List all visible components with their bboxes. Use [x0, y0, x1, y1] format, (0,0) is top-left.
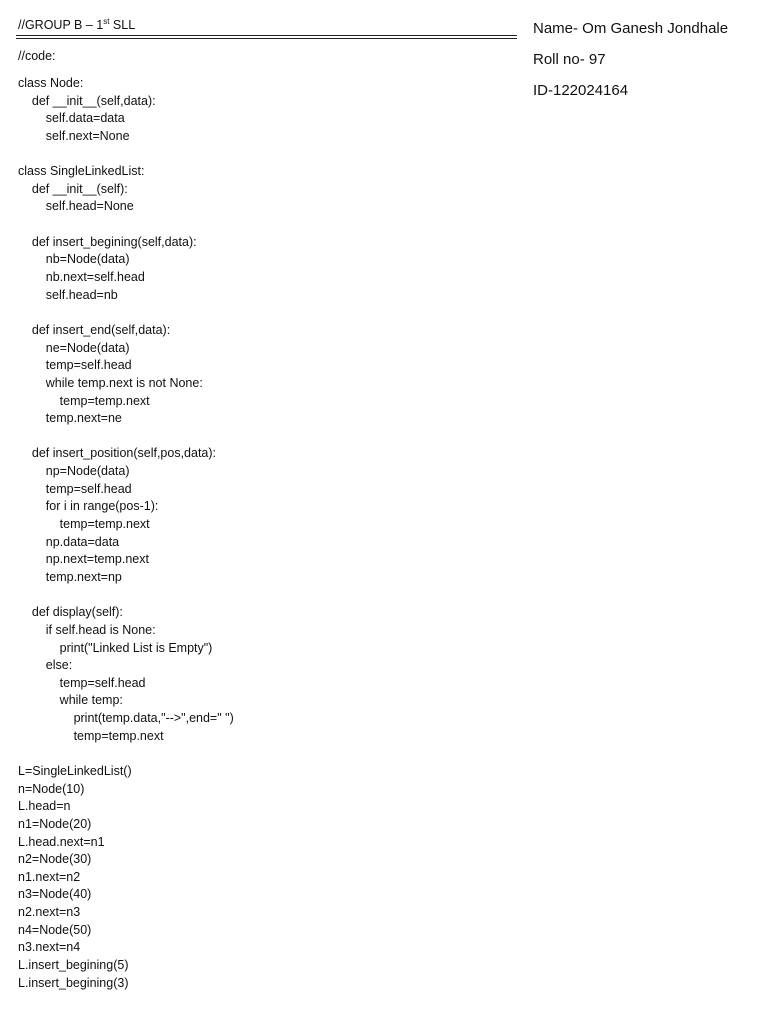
code-line: [18, 146, 234, 164]
code-line: else:: [18, 658, 73, 673]
code-line: n3=Node(40): [18, 887, 92, 902]
student-info: [533, 18, 728, 111]
student-roll-number: Roll no- 97: [533, 51, 606, 68]
header-title-superscript: st: [103, 17, 110, 26]
code-line: [18, 428, 234, 446]
code-line: temp=temp.next: [18, 393, 150, 408]
code-line: nb.next=self.head: [18, 270, 145, 285]
code-line: def insert_position(self,pos,data):: [18, 446, 217, 461]
code-line: np.data=data: [18, 534, 120, 549]
code-line: while temp:: [18, 693, 123, 708]
code-line: n2.next=n3: [18, 905, 81, 920]
code-line: print(temp.data,"-->",end=" "): [18, 711, 234, 726]
code-line: n1.next=n2: [18, 869, 81, 884]
code-line: if self.head is None:: [18, 622, 156, 637]
code-line: L=SingleLinkedList(): [18, 763, 132, 778]
code-line: ne=Node(data): [18, 340, 130, 355]
code-line: n1=Node(20): [18, 816, 92, 831]
code-line: while temp.next is not None:: [18, 375, 203, 390]
code-line: self.data=data: [18, 111, 125, 126]
code-line: np=Node(data): [18, 464, 130, 479]
student-name: Name- Om Ganesh Jondhale: [533, 20, 729, 37]
code-line: temp=temp.next: [18, 728, 164, 743]
student-id: ID-122024164: [533, 82, 629, 99]
code-line: self.head=None: [18, 199, 134, 214]
code-line: n3.next=n4: [18, 940, 81, 955]
code-label: //code:: [18, 49, 56, 63]
code-line: class SingleLinkedList:: [18, 164, 145, 179]
code-line: temp=temp.next: [18, 517, 150, 532]
code-line: nb=Node(data): [18, 252, 130, 267]
code-line: L.head.next=n1: [18, 834, 105, 849]
code-line: n=Node(10): [18, 781, 85, 796]
code-line: n4=Node(50): [18, 922, 92, 937]
header-title-suffix: SLL: [109, 18, 136, 32]
document-header: [18, 15, 135, 35]
header-title-text: //GROUP B – 1: [18, 18, 104, 32]
header-rule-bottom: [16, 38, 517, 39]
code-line: self.next=None: [18, 128, 130, 143]
code-line: n2=Node(30): [18, 852, 92, 867]
code-line: for i in range(pos-1):: [18, 499, 159, 514]
code-line: def insert_begining(self,data):: [18, 234, 197, 249]
code-line: temp=self.head: [18, 675, 146, 690]
code-line: def __init__(self,data):: [18, 93, 156, 108]
code-line: def display(self):: [18, 605, 123, 620]
code-line: print("Linked List is Empty"): [18, 640, 213, 655]
code-line: temp=self.head: [18, 358, 132, 373]
code-line: def insert_end(self,data):: [18, 322, 171, 337]
code-line: self.head=nb: [18, 287, 118, 302]
code-block: [18, 75, 234, 992]
code-line: def __init__(self):: [18, 181, 128, 196]
code-line: L.head=n: [18, 799, 71, 814]
code-line: L.insert_begining(3): [18, 975, 129, 990]
code-line: [18, 745, 234, 763]
code-line: [18, 304, 234, 322]
code-line: temp=self.head: [18, 481, 132, 496]
code-line: class Node:: [18, 76, 84, 90]
code-line: L.insert_begining(5): [18, 958, 129, 973]
code-line: [18, 216, 234, 234]
code-line: [18, 587, 234, 605]
header-rule-top: [16, 35, 517, 36]
code-line: temp.next=ne: [18, 411, 122, 426]
code-line: np.next=temp.next: [18, 552, 149, 567]
code-line: temp.next=np: [18, 569, 122, 584]
